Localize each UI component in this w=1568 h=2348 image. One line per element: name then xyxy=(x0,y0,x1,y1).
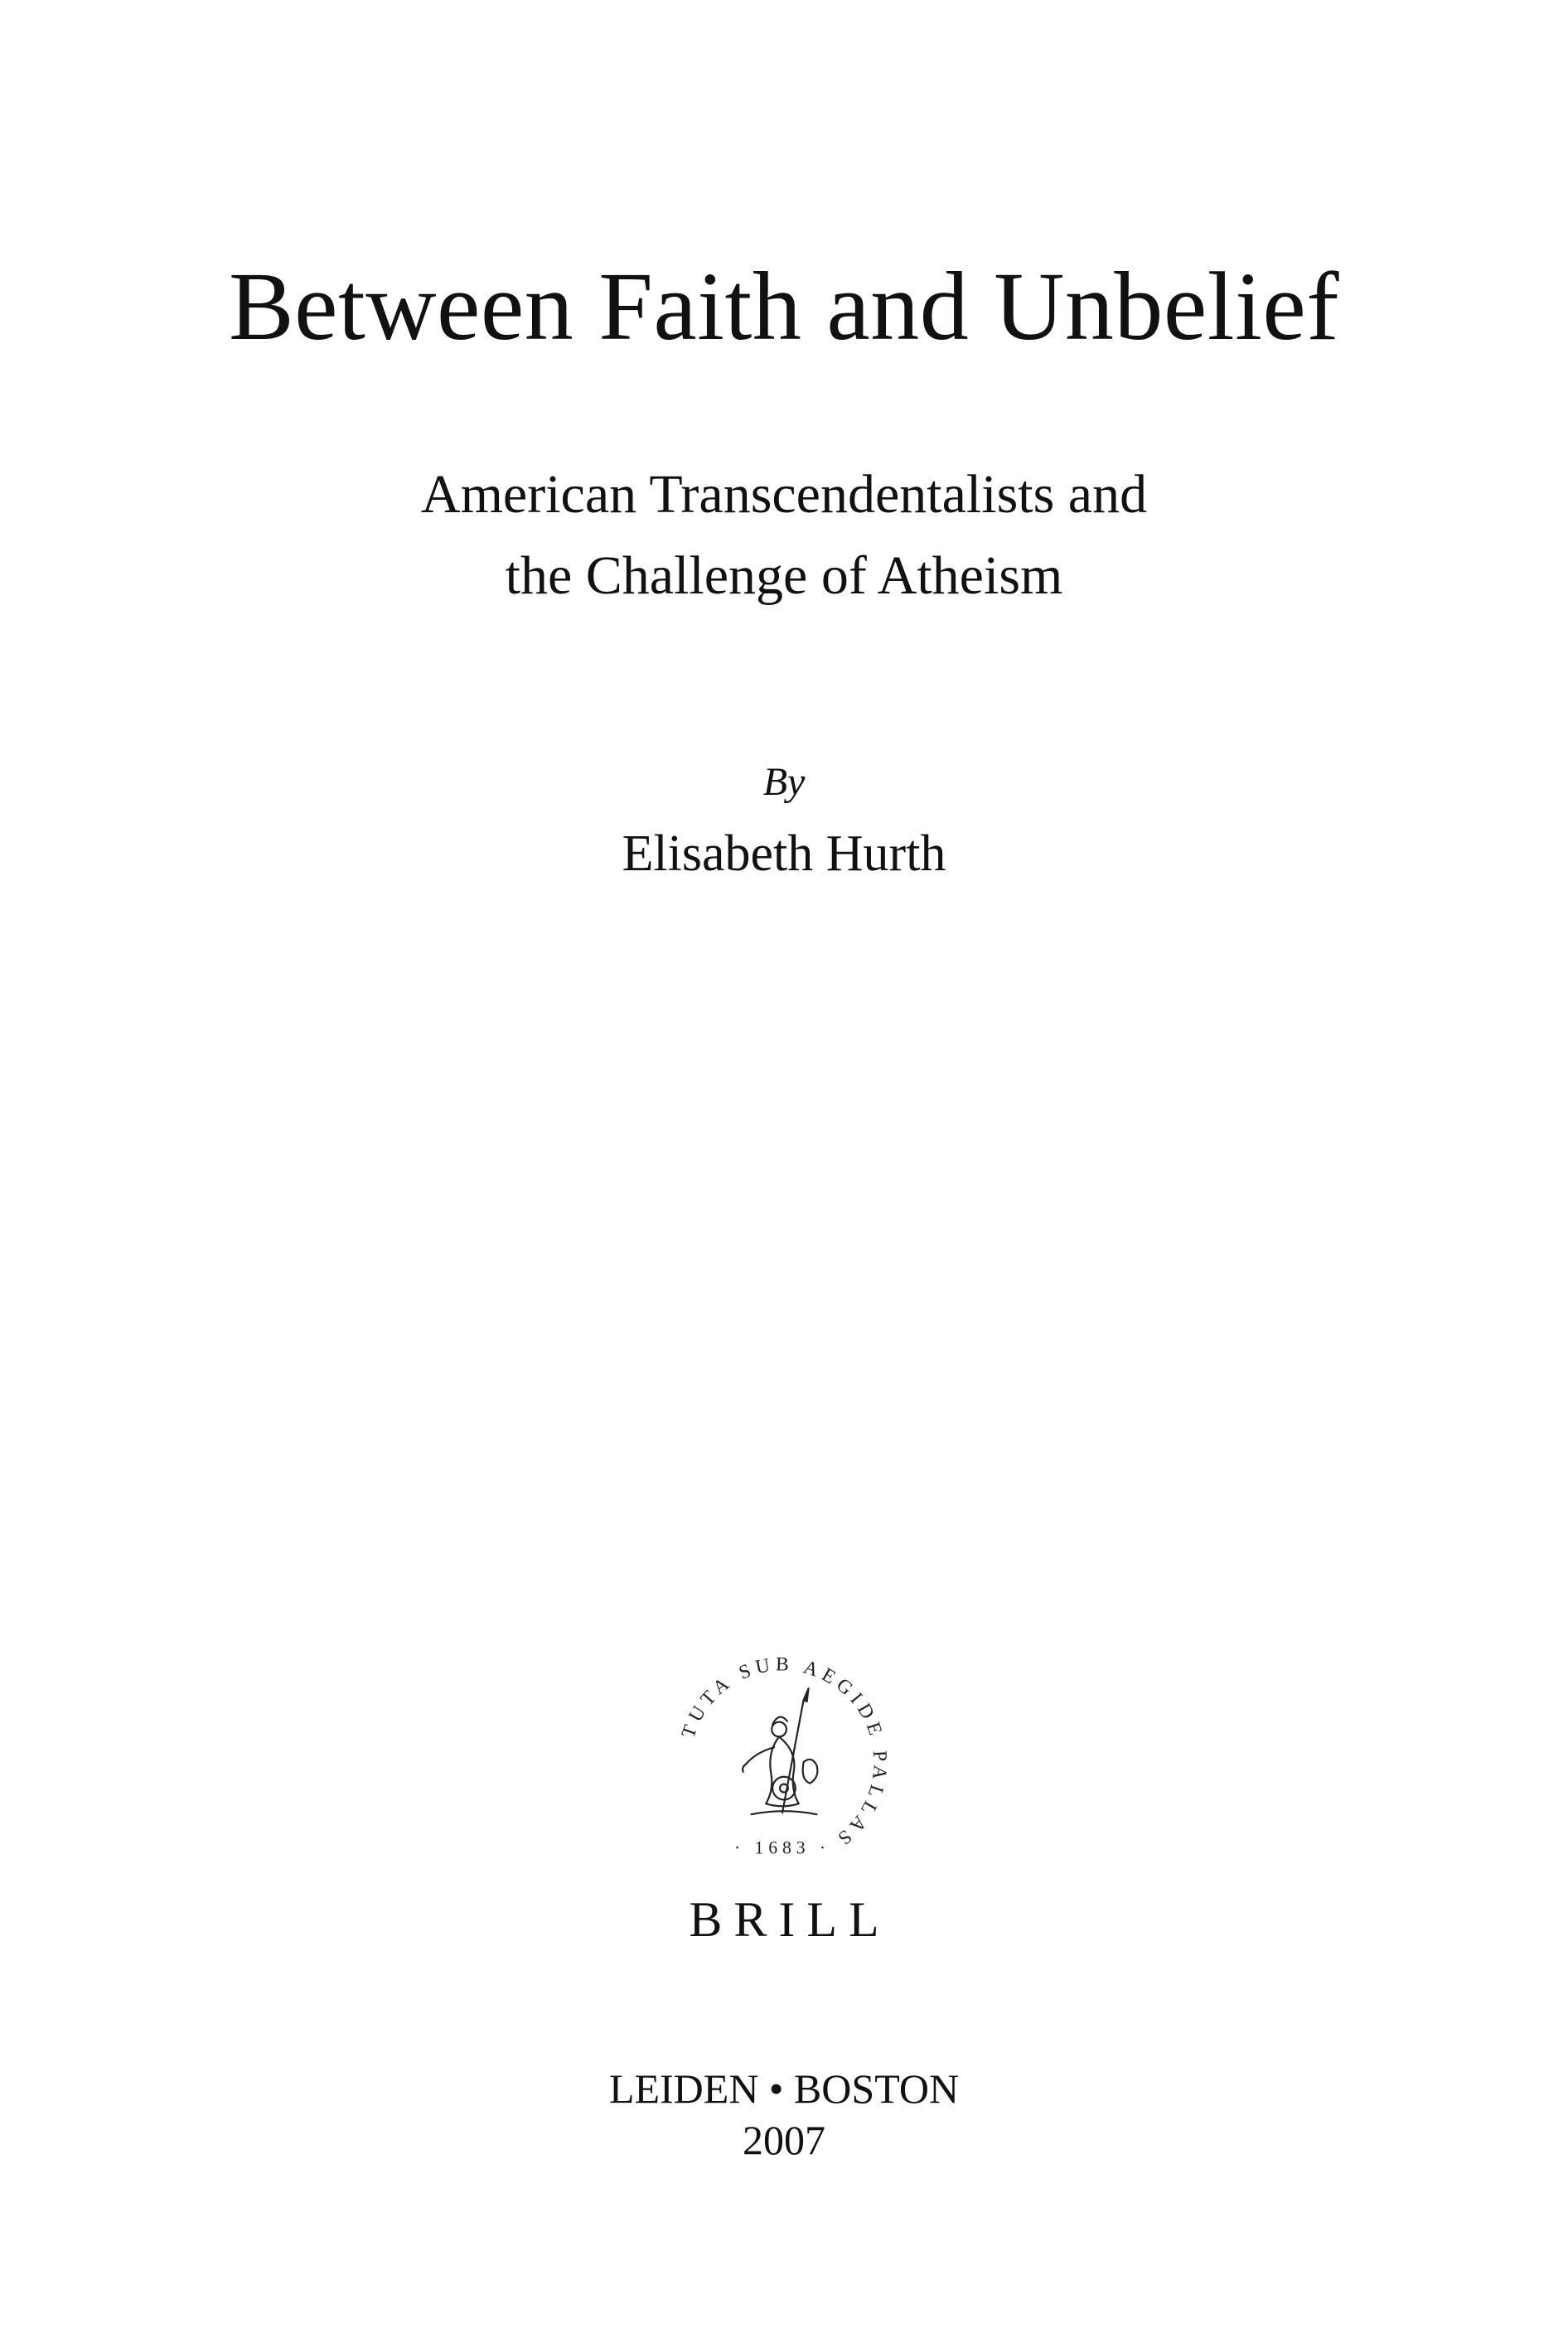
author-name: Elisabeth Hurth xyxy=(622,825,946,882)
publisher-name: BRILL xyxy=(689,1892,891,1947)
publication-year: 2007 xyxy=(743,2117,825,2163)
by-label: By xyxy=(762,760,806,804)
book-subtitle xyxy=(0,454,1568,617)
seal-motto: TUTA SUB AEGIDE PALLAS xyxy=(677,1653,891,1852)
book-title: Between Faith and Unbelief xyxy=(228,252,1340,361)
svg-text:TUTA SUB AEGIDE PALLAS xyxy=(678,1653,891,1852)
seal-year: · 1683 · xyxy=(733,1837,831,1858)
subtitle-line-2: the Challenge of Atheism xyxy=(505,545,1063,606)
publisher-seal-pallas-icon xyxy=(660,1639,905,1885)
subtitle-line-1: American Transcendentalists and xyxy=(420,464,1148,525)
publisher-place: LEIDEN • BOSTON xyxy=(608,2065,960,2112)
